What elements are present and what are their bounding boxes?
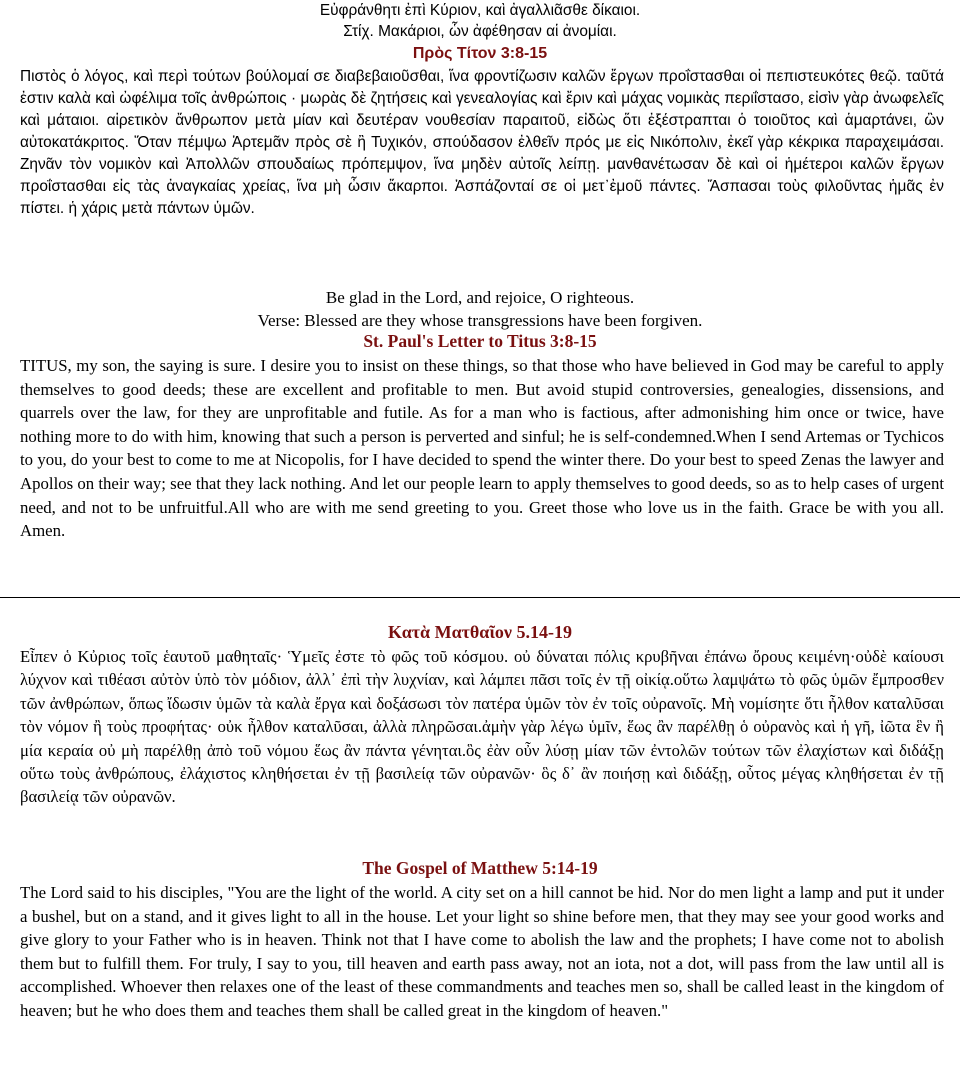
- english-gospel-text: The Lord said to his disciples, "You are the light of the world. A city set on a hill cannot be hid. Nor do men light a lamp and put it under a bushel, but on a stand, and it gives light to all in the house. Let your light so shine before men, that they may see your good works and give glory to your Father who is in heaven. Think not that I have come to abolish the law and the prophets; I have come not to abolish them but to fulfill them. For truly, I say to you, till heaven and earth pass away, not an iota, not a dot, will pass from the law until all is accomplished. Whoever then relaxes one of the least of these commandments and teaches men so, shall be called least in the kingdom of heaven; but he who does them and teaches them shall be called great in the kingdom of heaven.": [20, 883, 944, 1020]
- greek-epistle-text: Πιστὸς ὁ λόγος, καὶ περὶ τούτων βούλομαί σε διαβεβαιοῦσθαι, ἵνα φροντίζωσιν καλῶν ἔργων προΐστασθαι οἱ πεπιστευκότες θεῷ. ταῦτά ἐστιν καλὰ καὶ ὠφέλιμα τοῖς ἀνθρώποις · μωρὰς δὲ ζητήσεις καὶ γενεαλογίας καὶ ἔριν καὶ μάχας νομικὰς περιΐστασο, εἰσὶν γὰρ ἀνωφελεῖς καὶ μάταιοι. αἱρετικὸν ἄνθρωπον μετὰ μίαν καὶ δευτέραν νουθεσίαν παραιτοῦ, εἰδὼς ὅτι ἐξέστραπται ὁ τοιοῦτος καὶ ἁμαρτάνει, ὢν αὐτοκατάκριτος. Ὅταν πέμψω Ἀρτεμᾶν πρὸς σὲ ἢ Τυχικόν, σπούδασον ἐλθεῖν πρός με εἰς Νικόπολιν, ἐκεῖ γὰρ κέκρικα παραχειμάσαι. Ζηνᾶν τὸν νομικὸν καὶ Ἀπολλῶν σπουδαίως πρόπεμψον, ἵνα μηδὲν αὐτοῖς λείπῃ. μανθανέτωσαν δὲ καὶ οἱ ἡμέτεροι καλῶν ἔργων προΐστασθαι εἰς τὰς ἀναγκαίας χρείας, ἵνα μὴ ὦσιν ἄκαρποι. Ἀσπάζονταί σε οἱ μετ᾽ἐμοῦ πάντες. Ἄσπασαι τοὺς φιλοῦντας ἡμᾶς ἐν πίστει. ἡ χάρις μετὰ πάντων ὑμῶν.: [20, 68, 944, 217]
- english-prokeimenon: Be glad in the Lord, and rejoice, O righteous.: [325, 288, 635, 307]
- english-verse: Verse: Blessed are they whose transgressions have been forgiven.: [257, 311, 703, 330]
- english-gospel-title: The Gospel of Matthew 5:14-19: [362, 858, 598, 878]
- greek-epistle-title: Πρὸς Τίτον 3:8-15: [412, 45, 548, 62]
- greek-gospel-text: Εἶπεν ὁ Κὐριος τοῖς ἑαυτοῦ μαθηταῖς· Ὑμεῖς ἐστε τὸ φῶς τοῦ κόσμου. οὐ δύναται πόλις κρυβῆναι ἐπάνω ὄρους κειμένη·οὐδὲ καίουσι λύχνον καὶ τιθέασι αὐτὸν ὑπὸ τὸν μόδιον, ἀλλ᾽ ἐπὶ τὴν λυχνίαν, καὶ λάμπει πᾶσι τοῖς ἐν τῇ οἰκίᾳ.οὕτω λαμψάτω τὸ φῶς ὑμῶν ἔμπροσθεν τῶν ἀνθρώπων, ὅπως ἴδωσιν ὑμῶν τὰ καλὰ ἔργα καὶ δοξάσωσι τὸν πατέρα ὑμῶν τὸν ἐν τοῖς οὐρανοῖς. Μὴ νομίσητε ὅτι ἦλθον καταλῦσαι τὸν νόμον ἢ τοὺς προφήτας· οὐκ ἦλθον καταλῦσαι, ἀλλὰ πληρῶσαι.ἀμὴν γὰρ λέγω ὑμῖν, ἕως ἂν παρέλθῃ ὁ οὐρανὸς καὶ ἡ γῆ, ἰῶτα ἓν ἢ μία κεραία οὐ μὴ παρέλθῃ ἀπὸ τοῦ νόμου ἕως ἂν πάντα γένηται.ὃς ἐὰν οὖν λύσῃ μίαν τῶν ἐντολῶν τούτων τῶν ἐλαχίστων καὶ διδάξῃ οὕτω τοὺς ἀνθρώπους, ἐλάχιστος κληθήσεται ἐν τῇ βασιλείᾳ τῶν οὐρανῶν· ὃς δ᾽ ἂν ποιήσῃ καὶ διδάξῃ, οὗτος μέγας κληθήσεται ἐν τῇ βασιλείᾳ τῶν οὐρανῶν.: [20, 647, 944, 807]
- english-epistle-epigraph: [0, 286, 960, 332]
- greek-prokeimenon: Εὐφράνθητι ἐπὶ Κύριον, καὶ ἀγαλλιᾶσθε δίκαιοι.: [319, 2, 641, 19]
- greek-gospel-title: Κατὰ Ματθαῖον 5.14-19: [388, 622, 572, 642]
- greek-verse: Στίχ. Μακάριοι, ὧν ἀφέθησαν αἱ ἀνομίαι.: [343, 23, 617, 40]
- english-epistle-title: St. Paul's Letter to Titus 3:8-15: [363, 331, 597, 351]
- greek-epistle-epigraph: [0, 0, 960, 42]
- section-divider: [0, 597, 960, 598]
- english-epistle-text: TITUS, my son, the saying is sure. I desire you to insist on these things, so that those who have believed in God may be careful to apply themselves to good deeds; these are excellent and profitable to men. But avoid stupid controversies, genealogies, dissensions, and quarrels over the law, for they are unprofitable and futile. As for a man who is factious, after admonishing him once or twice, have nothing more to do with him, knowing that such a person is perverted and sinful; he is self-condemned.When I send Artemas or Tychicos to you, do your best to come to me at Nicopolis, for I have decided to spend the winter there. Do your best to speed Zenas the lawyer and Apollos on their way; see that they lack nothing. And let our people learn to apply themselves to good deeds, so as to help cases of urgent need, and not to be unfruitful.All who are with me send greeting to you. Greet those who love us in the faith. Grace be with you all. Amen.: [20, 356, 944, 541]
